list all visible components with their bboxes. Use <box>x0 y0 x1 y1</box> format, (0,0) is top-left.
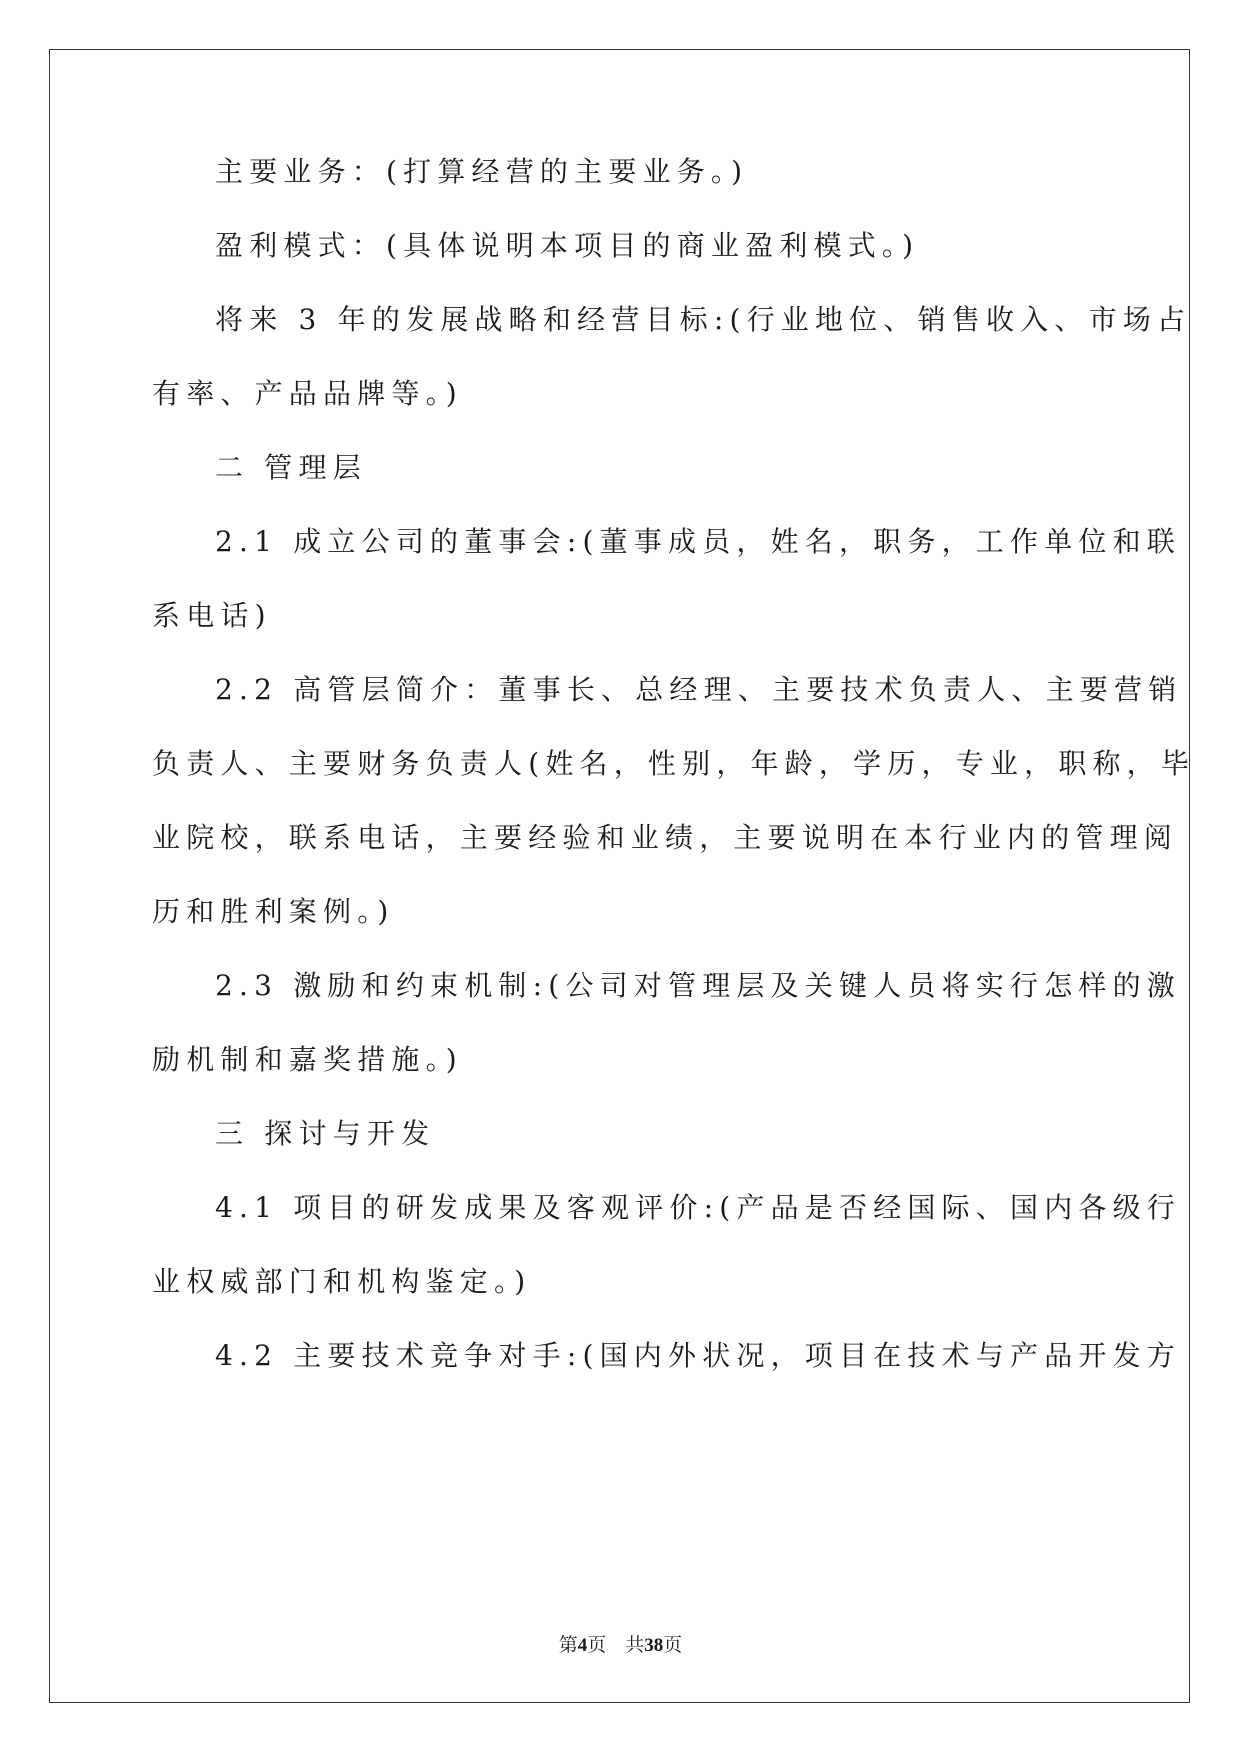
paragraph-executives-line-3: 业院校，联系电话，主要经验和业绩，主要说明在本行业内的管理阅 <box>152 821 1179 854</box>
paragraph-incentive-line-2: 励机制和嘉奖措施。) <box>152 1043 463 1076</box>
paragraph-executives-line-2: 负责人、主要财务负责人(姓名，性别，年龄，学历，专业，职称，毕 <box>152 747 1196 780</box>
paragraph-executives-line-4: 历和胜利案例。) <box>152 895 395 928</box>
footer-total-pages: 38 <box>644 1635 664 1656</box>
page-footer <box>0 1632 1241 1659</box>
paragraph-strategy-line-1: 将来 3 年的发展战略和经营目标:(行业地位、销售收入、市场占 <box>215 303 1192 336</box>
paragraph-incentive-line-1: 2.3 激励和约束机制:(公司对管理层及关键人员将实行怎样的激 <box>215 969 1181 1002</box>
paragraph-research-results-line-2: 业权威部门和机构鉴定。) <box>152 1265 532 1298</box>
paragraph-research-results-line-1: 4.1 项目的研发成果及客观评价:(产品是否经国际、国内各级行 <box>215 1191 1181 1224</box>
paragraph-board-line-1: 2.1 成立公司的董事会:(董事成员，姓名，职务，工作单位和联 <box>215 525 1181 558</box>
footer-prefix: 第 <box>558 1634 578 1656</box>
paragraph-main-business: 主要业务：(打算经营的主要业务。) <box>215 155 749 188</box>
paragraph-profit-model: 盈利模式：(具体说明本项目的商业盈利模式。) <box>215 229 920 262</box>
section-heading-management: 二 管理层 <box>215 451 367 484</box>
section-heading-research: 三 探讨与开发 <box>215 1117 436 1150</box>
paragraph-competitors-line-1: 4.2 主要技术竞争对手:(国内外状况，项目在技术与产品开发方 <box>215 1339 1181 1372</box>
footer-suffix: 页 <box>663 1634 683 1656</box>
paragraph-strategy-line-2: 有率、产品品牌等。) <box>152 377 463 410</box>
page-border <box>49 49 1190 1703</box>
footer-current-page: 4 <box>577 1635 588 1656</box>
paragraph-board-line-2: 系电话) <box>152 599 272 632</box>
paragraph-executives-line-1: 2.2 高管层简介：董事长、总经理、主要技术负责人、主要营销 <box>215 673 1183 706</box>
footer-middle: 页 共 <box>587 1634 645 1656</box>
